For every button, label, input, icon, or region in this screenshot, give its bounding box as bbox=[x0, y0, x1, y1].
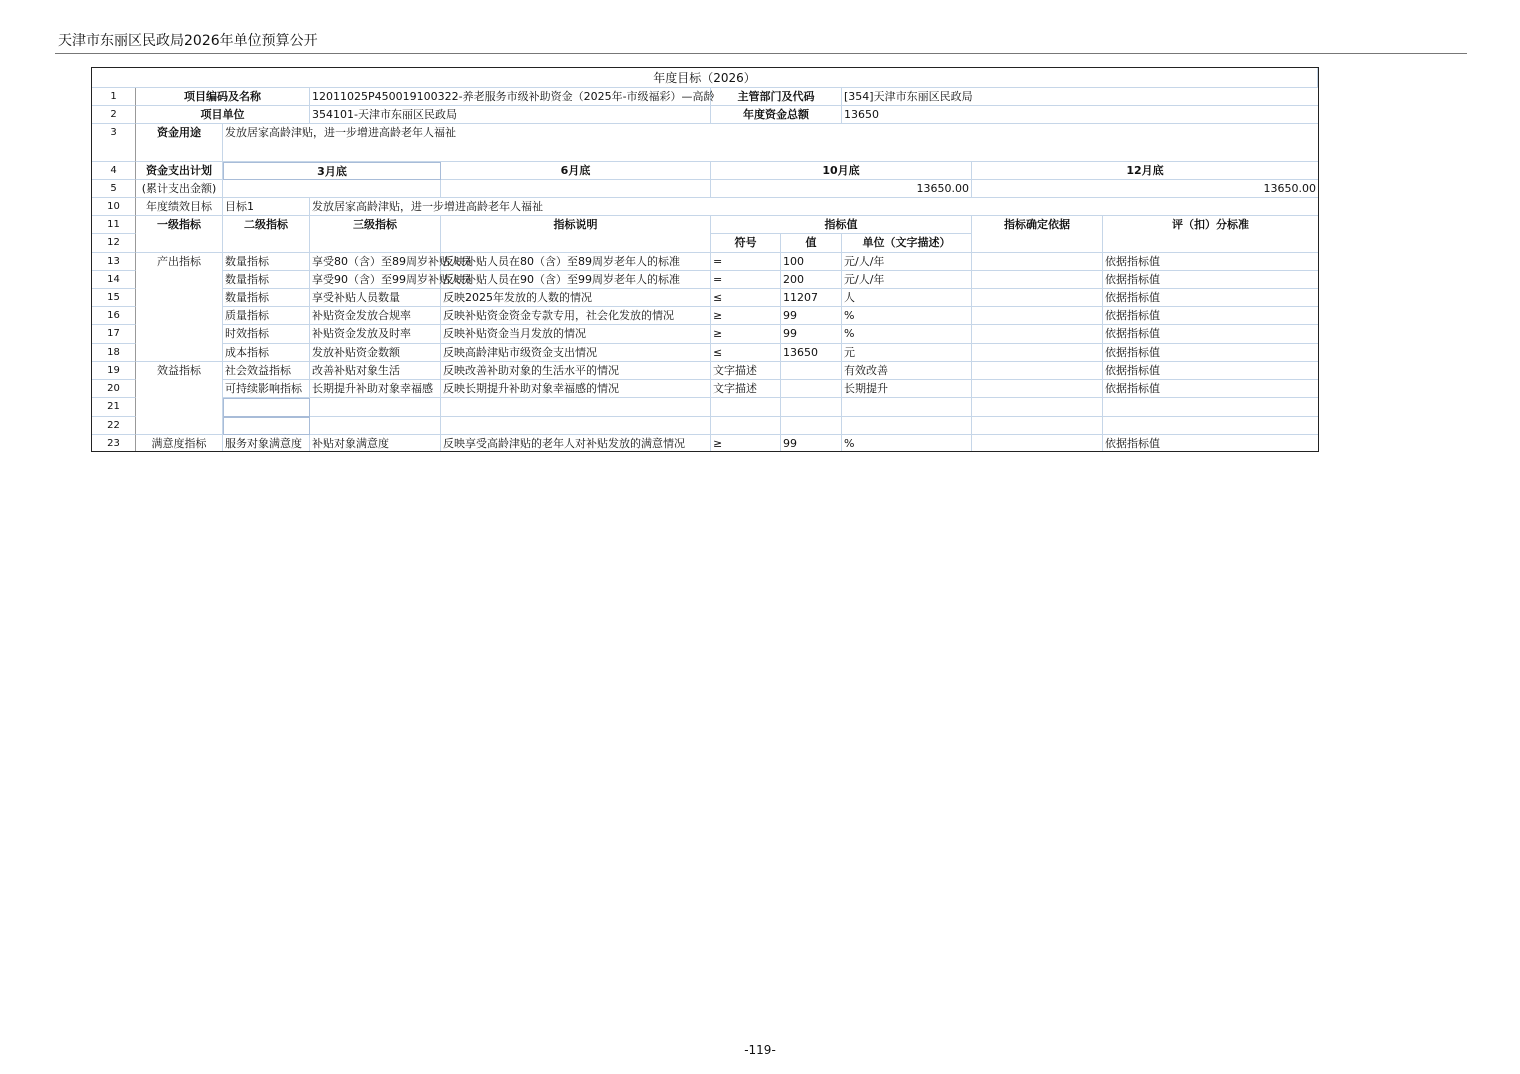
group-output: 产出指标 bbox=[136, 253, 223, 362]
indicator-scoring: 依据指标值 bbox=[1103, 362, 1318, 380]
indicator-scoring: 依据指标值 bbox=[1103, 325, 1318, 344]
indicator-symbol: ≥ bbox=[711, 307, 781, 325]
indicator-level2: 成本指标 bbox=[223, 344, 310, 362]
row-number: 14 bbox=[92, 271, 136, 289]
header-level1: 一级指标 bbox=[136, 216, 223, 253]
indicator-basis bbox=[972, 271, 1103, 289]
indicator-desc: 反映享受高龄津贴的老年人对补贴发放的满意情况 bbox=[441, 435, 711, 451]
indicator-value: 13650 bbox=[781, 344, 842, 362]
indicator-level2: 质量指标 bbox=[223, 307, 310, 325]
indicator-unit bbox=[842, 417, 972, 435]
indicator-level3: 享受80（含）至89周岁补贴人员 bbox=[310, 253, 441, 271]
value-annual-total: 13650 bbox=[842, 106, 1318, 124]
indicator-scoring: 依据指标值 bbox=[1103, 344, 1318, 362]
label-fund-use: 资金用途 bbox=[136, 124, 223, 162]
indicator-desc: 反映2025年发放的人数的情况 bbox=[441, 289, 711, 307]
indicator-level2: 可持续影响指标 bbox=[223, 380, 310, 398]
indicator-level3: 补贴资金发放及时率 bbox=[310, 325, 441, 344]
indicator-basis bbox=[972, 289, 1103, 307]
indicator-level2: 数量指标 bbox=[223, 271, 310, 289]
indicator-unit: 元/人/年 bbox=[842, 253, 972, 271]
indicator-basis bbox=[972, 398, 1103, 417]
indicator-scoring: 依据指标值 bbox=[1103, 271, 1318, 289]
label-project-unit: 项目单位 bbox=[136, 106, 310, 124]
row-number: 21 bbox=[92, 398, 136, 417]
indicator-basis bbox=[972, 253, 1103, 271]
indicator-basis bbox=[972, 435, 1103, 451]
group-satisfaction: 满意度指标 bbox=[136, 435, 223, 451]
indicator-unit bbox=[842, 398, 972, 417]
row-number: 19 bbox=[92, 362, 136, 380]
indicator-scoring: 依据指标值 bbox=[1103, 307, 1318, 325]
plan-period-q4: 12月底 bbox=[972, 162, 1318, 180]
header-basis: 指标确定依据 bbox=[972, 216, 1103, 253]
value-project-unit: 354101-天津市东丽区民政局 bbox=[310, 106, 711, 124]
indicator-symbol: ≥ bbox=[711, 325, 781, 344]
indicator-unit: 长期提升 bbox=[842, 380, 972, 398]
indicator-value bbox=[781, 398, 842, 417]
indicator-desc: 反映长期提升补助对象幸福感的情况 bbox=[441, 380, 711, 398]
row-number: 22 bbox=[92, 417, 136, 435]
value-project-code-name: 12011025P450019100322-养老服务市级补助资金（2025年-市级福彩）—高龄 bbox=[310, 88, 711, 106]
header-divider bbox=[55, 53, 1467, 54]
row-number: 1 bbox=[92, 88, 136, 106]
indicator-symbol: 文字描述 bbox=[711, 380, 781, 398]
plan-period-q3: 10月底 bbox=[711, 162, 972, 180]
indicator-scoring: 依据指标值 bbox=[1103, 380, 1318, 398]
row-number: 20 bbox=[92, 380, 136, 398]
indicator-scoring: 依据指标值 bbox=[1105, 437, 1160, 450]
row-number: 16 bbox=[92, 307, 136, 325]
row-number: 18 bbox=[92, 344, 136, 362]
indicator-level3: 补贴对象满意度 bbox=[310, 435, 441, 451]
indicator-value: 200 bbox=[781, 271, 842, 289]
header-symbol: 符号 bbox=[711, 234, 781, 253]
plan-period-q2: 6月底 bbox=[441, 162, 711, 180]
indicator-value bbox=[781, 380, 842, 398]
goal-id: 目标1 bbox=[223, 198, 310, 216]
indicator-desc: 反映补贴人员在80（含）至89周岁老年人的标准 bbox=[441, 253, 711, 271]
indicator-symbol: ≤ bbox=[711, 344, 781, 362]
indicator-value: 99 bbox=[781, 325, 842, 344]
indicator-scoring bbox=[1103, 398, 1318, 417]
indicator-symbol bbox=[711, 417, 781, 435]
indicator-symbol: = bbox=[711, 253, 781, 271]
header-value-group: 指标值 bbox=[711, 216, 972, 234]
indicator-level2: 社会效益指标 bbox=[223, 362, 310, 380]
row-number: 17 bbox=[92, 325, 136, 344]
indicator-level2: 服务对象满意度 bbox=[223, 435, 310, 451]
indicator-value: 99 bbox=[781, 435, 842, 451]
header-level3: 三级指标 bbox=[310, 216, 441, 253]
indicator-level2 bbox=[223, 398, 310, 417]
indicator-level2: 数量指标 bbox=[223, 253, 310, 271]
indicator-unit: 人 bbox=[842, 289, 972, 307]
indicator-basis bbox=[972, 362, 1103, 380]
indicator-level3: 享受补贴人员数量 bbox=[310, 289, 441, 307]
header-unit: 单位（文字描述） bbox=[842, 234, 972, 253]
indicator-desc: 反映补贴人员在90（含）至99周岁老年人的标准 bbox=[441, 271, 711, 289]
indicator-desc bbox=[441, 417, 711, 435]
indicator-level2: 时效指标 bbox=[223, 325, 310, 344]
indicator-level3: 改善补贴对象生活 bbox=[310, 362, 441, 380]
row-number: 10 bbox=[92, 198, 136, 216]
indicator-value: 100 bbox=[781, 253, 842, 271]
indicator-unit: 元/人/年 bbox=[842, 271, 972, 289]
row-number: 23 bbox=[92, 435, 136, 451]
row-number: 11 bbox=[92, 216, 136, 234]
indicator-level2: 数量指标 bbox=[223, 289, 310, 307]
indicator-level3 bbox=[310, 398, 441, 417]
indicator-level3 bbox=[310, 417, 441, 435]
goal-text: 发放居家高龄津贴，进一步增进高龄老年人福祉 bbox=[310, 198, 1318, 216]
indicator-unit: % bbox=[842, 325, 972, 344]
plan-amount-q1 bbox=[223, 180, 441, 198]
page-header-title: 天津市东丽区民政局2026年单位预算公开 bbox=[58, 33, 318, 49]
indicator-scoring bbox=[1103, 417, 1318, 435]
indicator-symbol: ≥ bbox=[711, 435, 781, 451]
row-number: 5 bbox=[92, 180, 136, 198]
row-number: 15 bbox=[92, 289, 136, 307]
indicator-value: 11207 bbox=[781, 289, 842, 307]
indicator-basis bbox=[972, 325, 1103, 344]
indicator-level2 bbox=[223, 417, 310, 435]
indicator-desc: 反映补贴资金当月发放的情况 bbox=[441, 325, 711, 344]
row-number: 3 bbox=[92, 124, 136, 162]
value-competent-dept: [354]天津市东丽区民政局 bbox=[842, 88, 1318, 106]
indicator-symbol: ≤ bbox=[711, 289, 781, 307]
table-title: 年度目标（2026） bbox=[92, 68, 1318, 88]
header-value: 值 bbox=[781, 234, 842, 253]
indicator-basis bbox=[972, 307, 1103, 325]
indicator-desc: 反映高龄津贴市级资金支出情况 bbox=[441, 344, 711, 362]
indicator-level3: 发放补贴资金数额 bbox=[310, 344, 441, 362]
indicator-unit: 元 bbox=[842, 344, 972, 362]
group-benefit: 效益指标 bbox=[136, 362, 223, 435]
indicator-value bbox=[781, 362, 842, 380]
label-competent-dept: 主管部门及代码 bbox=[711, 88, 842, 106]
header-scoring: 评（扣）分标准 bbox=[1103, 216, 1318, 253]
label-project-code-name: 项目编码及名称 bbox=[136, 88, 310, 106]
indicator-level3: 补贴资金发放合规率 bbox=[310, 307, 441, 325]
indicator-scoring: 依据指标值 bbox=[1103, 253, 1318, 271]
indicator-basis bbox=[972, 344, 1103, 362]
indicator-symbol: 文字描述 bbox=[711, 362, 781, 380]
indicator-desc bbox=[441, 398, 711, 417]
plan-amount-q4: 13650.00 bbox=[972, 180, 1318, 198]
plan-amount-q2 bbox=[441, 180, 711, 198]
value-fund-use: 发放居家高龄津贴，进一步增进高龄老年人福祉 bbox=[223, 124, 1318, 162]
indicator-level3: 长期提升补助对象幸福感 bbox=[310, 380, 441, 398]
indicator-desc: 反映改善补助对象的生活水平的情况 bbox=[441, 362, 711, 380]
indicator-basis bbox=[972, 417, 1103, 435]
row-number: 2 bbox=[92, 106, 136, 124]
indicator-value: 99 bbox=[781, 307, 842, 325]
plan-period-q1: 3月底 bbox=[223, 162, 441, 180]
indicator-desc: 反映补贴资金资金专款专用，社会化发放的情况 bbox=[441, 307, 711, 325]
indicator-unit: % bbox=[842, 307, 972, 325]
indicator-scoring: 依据指标值 bbox=[1103, 289, 1318, 307]
label-annual-total: 年度资金总额 bbox=[711, 106, 842, 124]
indicator-symbol: = bbox=[711, 271, 781, 289]
header-level2: 二级指标 bbox=[223, 216, 310, 253]
indicator-level3: 享受90（含）至99周岁补贴人员 bbox=[310, 271, 441, 289]
indicator-basis bbox=[972, 380, 1103, 398]
indicator-unit: % bbox=[842, 435, 972, 451]
row-number: 4 bbox=[92, 162, 136, 180]
header-desc: 指标说明 bbox=[441, 216, 711, 253]
indicator-symbol bbox=[711, 398, 781, 417]
row-number: 13 bbox=[92, 253, 136, 271]
budget-table bbox=[91, 67, 1319, 452]
label-spending-plan: 资金支出计划 bbox=[136, 162, 223, 180]
row-number: 12 bbox=[92, 234, 136, 253]
plan-amount-q3: 13650.00 bbox=[711, 180, 972, 198]
label-annual-goal: 年度绩效目标 bbox=[136, 198, 223, 216]
label-cumulative: (累计支出金额) bbox=[136, 180, 223, 198]
page-number: -119- bbox=[744, 1043, 776, 1057]
indicator-unit: 有效改善 bbox=[842, 362, 972, 380]
indicator-value bbox=[781, 417, 842, 435]
